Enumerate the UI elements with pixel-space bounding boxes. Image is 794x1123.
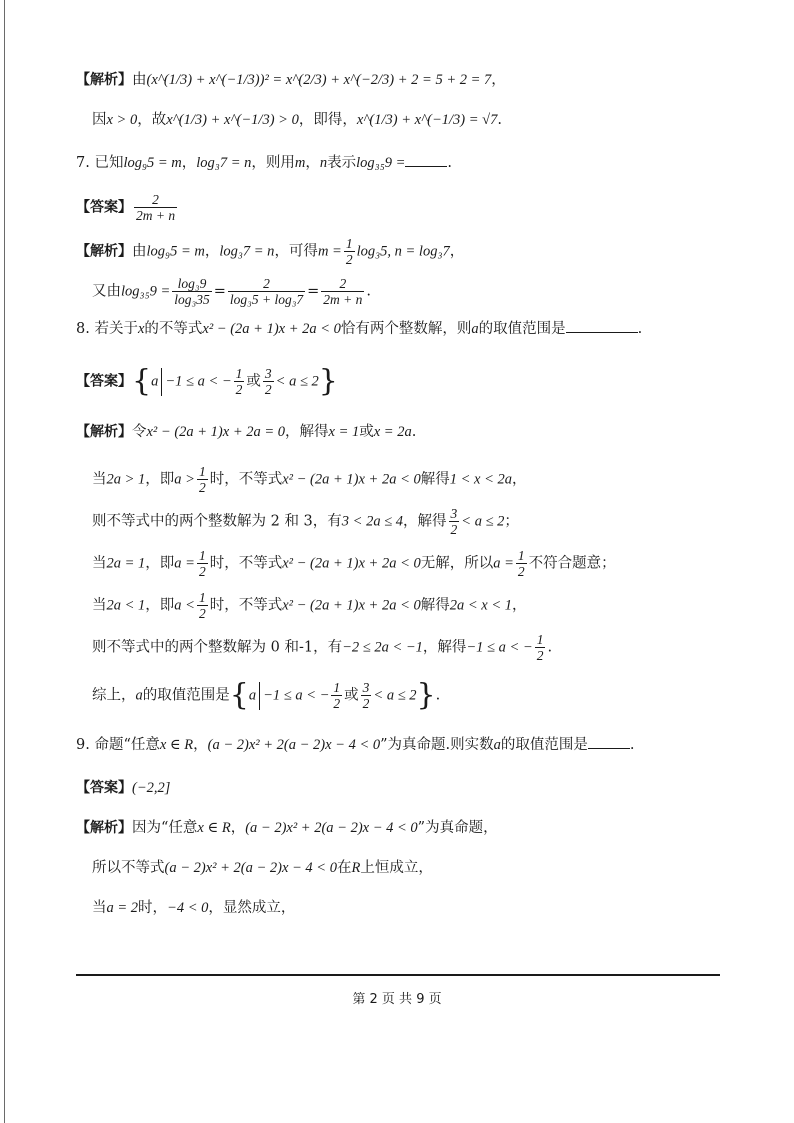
solution-label: 【解析】 xyxy=(76,243,132,260)
page-footer: 第 2 页 共 9 页 xyxy=(352,992,442,1007)
left-margin-rule xyxy=(4,0,5,1123)
q9-solution-line-3: 当a = 2时，−4 < 0，显然成立， xyxy=(92,900,296,916)
solution-label: 【解析】 xyxy=(76,820,132,836)
q7-answer-fraction: $\frac{2}{2m + n}$ xyxy=(136,192,176,223)
answer-blank xyxy=(405,152,447,167)
answer-label: 【答案】 xyxy=(76,373,132,390)
answer-blank xyxy=(588,734,630,749)
q7-answer xyxy=(76,192,179,223)
q9-statement: 9. 命题“任意x ∈ R，(a − 2)x² + 2(a − 2)x − 4 < 0”为真命题.则实数a的取值范围是 . xyxy=(76,734,635,755)
p6-solution-line-2: 因x > 0，故x^(1/3) + x^(−1/3) > 0，即得，x^(1/3) + x^(−1/3) = √7. xyxy=(92,112,502,128)
q9-answer: 【答案】(−2,2] xyxy=(76,780,171,796)
question-number: 7. xyxy=(76,155,90,171)
q8-solution-line-4: 当2a = 1，即a = $\frac{1}{2}$ 时，不等式x² − (2a + 1)x + 2a < 0无解，所以a = $\frac{1}{2}$ 不符合题意； xyxy=(92,548,616,579)
p6-equation: (x^(1/3) + x^(−1/3))² = x^(2/3) + x^(−2/3) + 2 = 5 + 2 = 7 xyxy=(146,72,492,88)
q9-solution-line-1: 【解析】因为“任意x ∈ R，(a − 2)x² + 2(a − 2)x − 4 < 0”为真命题， xyxy=(76,820,498,836)
q8-solution-line-3: 则不等式中的两个整数解为 2 和 3，有3 < 2a ≤ 4，解得 $\frac{3}{2}$ < a ≤ 2； xyxy=(92,506,519,537)
q8-solution-line-1: 【解析】令x² − (2a + 1)x + 2a = 0，解得x = 1或x = 2a. xyxy=(76,424,417,440)
answer-label: 【答案】 xyxy=(76,780,132,796)
answer-label: 【答案】 xyxy=(76,199,132,216)
question-number: 8. xyxy=(76,321,90,337)
answer-blank xyxy=(566,318,638,333)
solution-label: 【解析】 xyxy=(76,72,132,88)
q9-solution-line-2: 所以不等式(a − 2)x² + 2(a − 2)x − 4 < 0在R上恒成立， xyxy=(92,860,433,876)
q8-solution-line-7: 综上，a的取值范围是{a −1 ≤ a < − $\frac{1}{2}$ 或 $\frac{3}{2}$ < a ≤ 2}. xyxy=(92,677,441,713)
solution-label: 【解析】 xyxy=(76,424,132,440)
question-number: 9. xyxy=(76,737,90,753)
q7-solution-line-2: 又由log₃₅9 = $\frac{\text{log₃9}}{\text{log₃35}}$ = $\frac{2}{\text{log₃5 + log₃7}}$ = $\frac{2}{2m + n}$ . xyxy=(92,276,372,307)
p6-solution-line-1: 【解析】由(x^(1/3) + x^(−1/3))² = x^(2/3) + x^(−2/3) + 2 = 5 + 2 = 7， xyxy=(76,72,506,88)
q8-solution-line-2: 当2a > 1，即a > $\frac{1}{2}$ 时，不等式x² − (2a + 1)x + 2a < 0解得1 < x < 2a， xyxy=(92,464,527,495)
q8-solution-line-6: 则不等式中的两个整数解为 0 和-1，有−2 ≤ 2a < −1，解得−1 ≤ a < − $\frac{1}{2}$ . xyxy=(92,632,553,663)
q8-solution-line-5: 当2a < 1，即a < $\frac{1}{2}$ 时，不等式x² − (2a + 1)x + 2a < 0解得2a < x < 1， xyxy=(92,590,527,621)
q8-statement: 8. 若关于x的不等式x² − (2a + 1)x + 2a < 0恰有两个整数解，则a的取值范围是 . xyxy=(76,318,642,339)
q8-answer: 【答案】{a −1 ≤ a < − $\frac{1}{2}$ 或 $\frac{3}{2}$ < a ≤ 2} xyxy=(76,363,338,399)
footer-divider xyxy=(76,974,720,976)
q7-statement: 7. 已知log₉5 = m，log₃7 = n，则用m，n表示log₃₅9 = . xyxy=(76,152,452,173)
q7-solution-line-1: 【解析】由log₉5 = m，log₃7 = n，可得m = $\frac{1}{2}$ log₃5, n = log₃7， xyxy=(76,236,465,267)
